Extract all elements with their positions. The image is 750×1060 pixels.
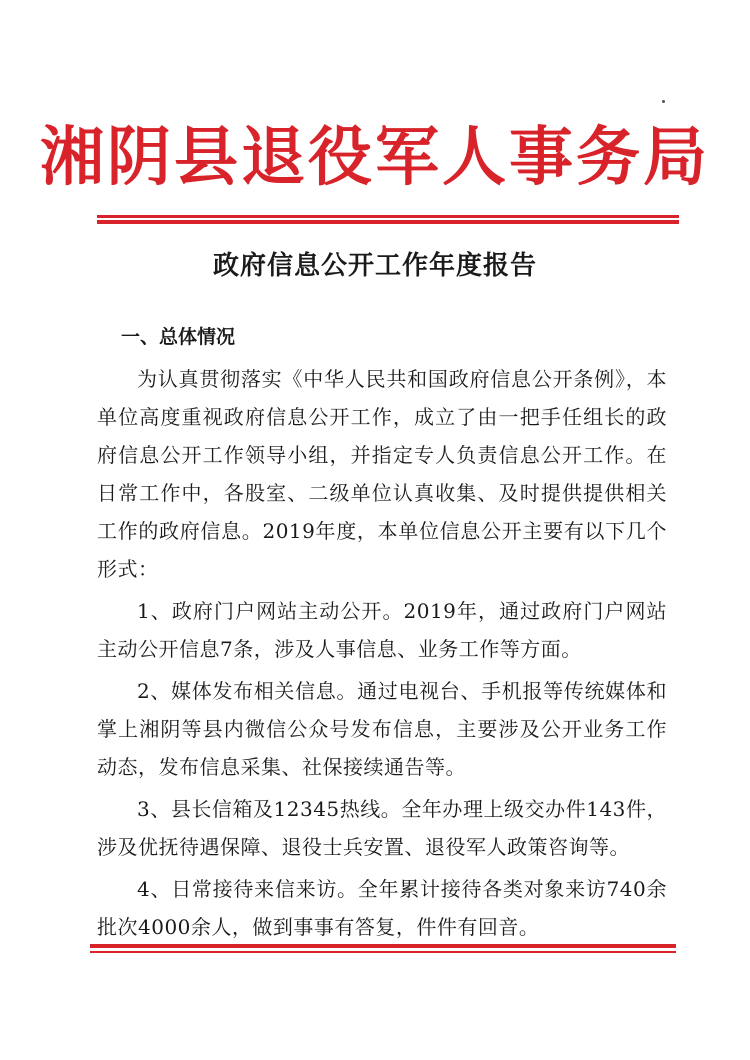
footer-rule-thin: [90, 951, 676, 953]
scan-speck: [662, 100, 665, 103]
header-rule-thick: [97, 220, 679, 224]
paragraph-item-1: 1、政府门户网站主动公开。2019年，通过政府门户网站主动公开信息7条，涉及人事信息、业务工作等方面。: [97, 599, 667, 661]
report-body: [97, 318, 667, 950]
paragraph-intro: 为认真贯彻落实《中华人民共和国政府信息公开条例》，本单位高度重视政府信息公开工作，成立了由一把手任组长的政府信息公开工作领导小组，并指定专人负责信息公开工作。在日常工作中，各股室、二级单位认真收集、及时提供提供相关工作的政府信息。2019年度，本单位信息公开主要有以下几个形式：: [97, 367, 667, 581]
section-heading-overview: 一、总体情况: [121, 326, 236, 348]
footer-rule-thick: [90, 944, 676, 948]
header-rule-thin: [97, 215, 679, 218]
agency-masthead: 湘阴县退役军人事务局: [40, 120, 710, 195]
document-title: 政府信息公开工作年度报告: [212, 251, 537, 281]
paragraph-item-4: 4、日常接待来信来访。全年累计接待各类对象来访740余批次4000余人，做到事事有答复，件件有回音。: [97, 877, 667, 939]
paragraph-item-3: 3、县长信箱及12345热线。全年办理上级交办件143件，涉及优抚待遇保障、退役士兵安置、退役军人政策咨询等。: [97, 797, 667, 859]
paragraph-item-2: 2、媒体发布相关信息。通过电视台、手机报等传统媒体和掌上湘阴等县内微信公众号发布信息，主要涉及公开业务工作动态，发布信息采集、社保接续通告等。: [97, 679, 667, 779]
